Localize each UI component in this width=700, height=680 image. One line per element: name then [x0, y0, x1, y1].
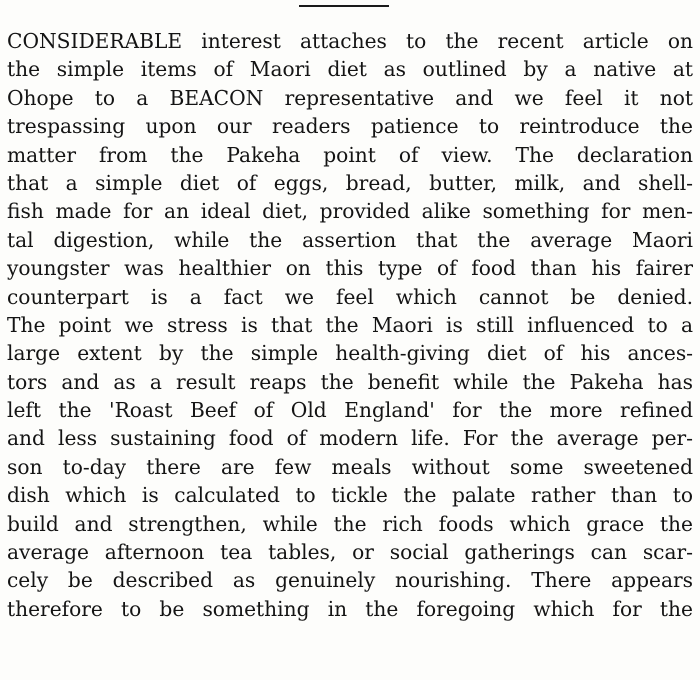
- article-line: The point we stress is that the Maori is still influenced to a: [7, 312, 693, 337]
- article-line: tal digestion, while the assertion that the average Maori: [7, 227, 693, 252]
- article-body: [7, 27, 693, 623]
- article-line: that a simple diet of eggs, bread, butter, milk, and shell-: [7, 170, 693, 195]
- article-line: CONSIDERABLE interest attaches to the recent article on: [7, 29, 693, 53]
- article-line: and less sustaining food of modern life. For the average per-: [7, 426, 693, 451]
- article-line: left the 'Roast Beef of Old England' for the more refined: [7, 398, 693, 423]
- article-line: build and strengthen, while the rich foods which grace the: [7, 511, 693, 536]
- article-line: counterpart is a fact we feel which cannot be denied.: [7, 284, 693, 309]
- article-line: Ohope to a BEACON representative and we feel it not: [7, 85, 693, 110]
- article-line: fish made for an ideal diet, provided alike something for men-: [7, 199, 693, 224]
- article-line: large extent by the simple health-giving diet of his ances-: [7, 341, 693, 366]
- article-line: tors and as a result reaps the benefit while the Pakeha has: [7, 369, 693, 394]
- article-line: the simple items of Maori diet as outlined by a native at: [7, 57, 693, 82]
- article-line: dish which is calculated to tickle the palate rather than to: [7, 483, 693, 508]
- article-line: youngster was healthier on this type of food than his fairer: [7, 256, 693, 281]
- article-line: therefore to be something in the foregoing which for the: [7, 596, 693, 621]
- header-rule: [299, 5, 389, 7]
- article-line: son to-day there are few meals without some sweetened: [7, 454, 693, 479]
- article-line: matter from the Pakeha point of view. The declaration: [7, 142, 693, 167]
- article-line: average afternoon tea tables, or social gatherings can scar-: [7, 540, 693, 565]
- article-line: trespassing upon our readers patience to reintroduce the: [7, 114, 693, 139]
- article-line: cely be described as genuinely nourishing. There appears: [7, 568, 693, 593]
